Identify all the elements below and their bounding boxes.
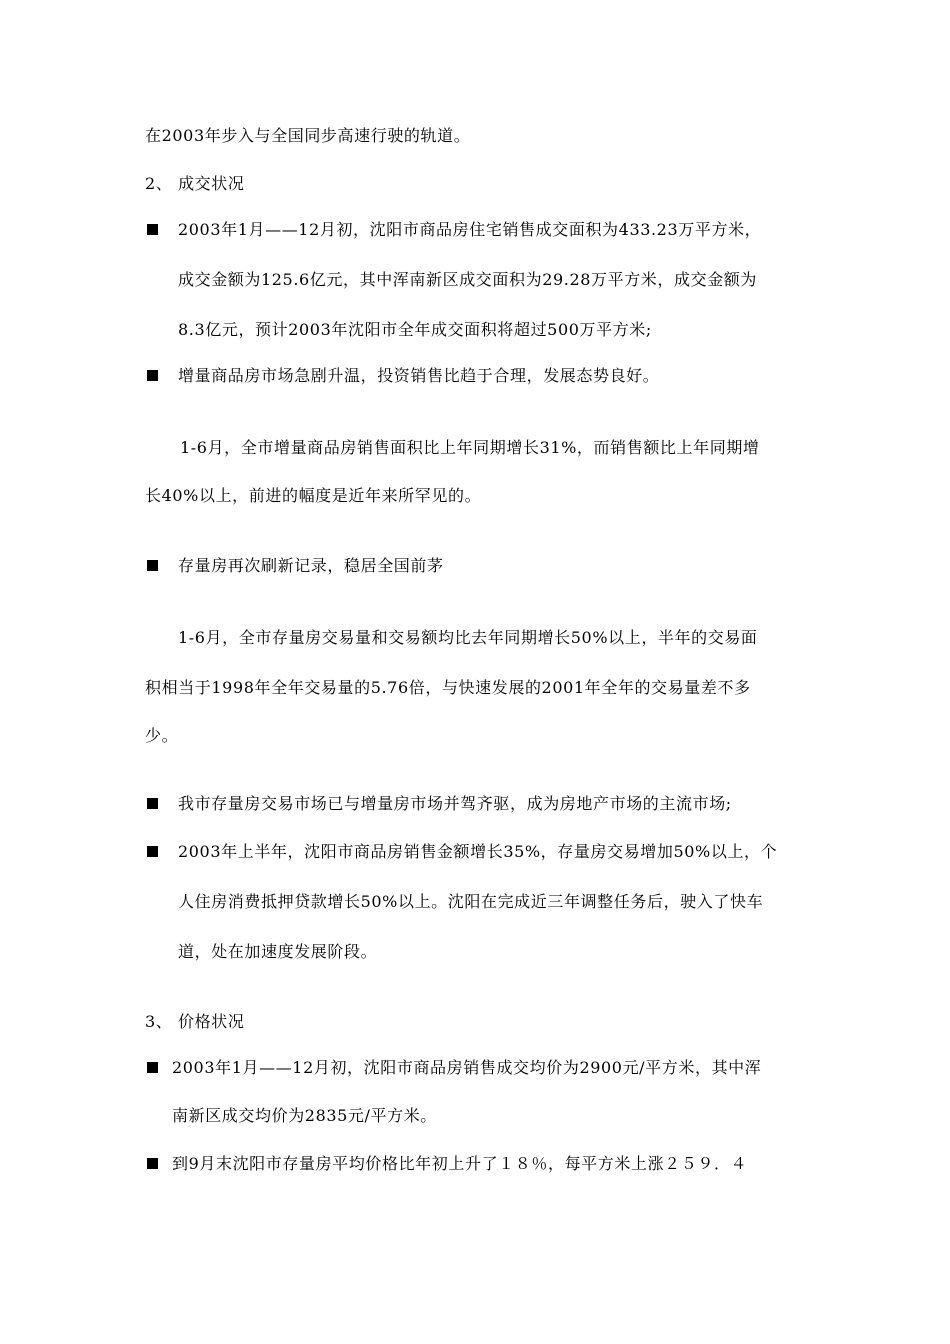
bullet-7 [147, 1158, 158, 1169]
bullet-5 [147, 846, 158, 857]
bullet-text-6-line-1: 2003年1月——12月初，沈阳市商品房销售成交均价为2900元/平方米，其中浑 [172, 1058, 762, 1077]
bullet-text-3: 存量房再次刷新记录，稳居全国前茅 [178, 556, 444, 575]
section-heading-deals: 2、 成交状况 [145, 174, 245, 193]
paragraph-incremental-line-1: 1-6月，全市增量商品房销售面积比上年同期增长31%，而销售额比上年同期增 [180, 438, 760, 457]
section-heading-prices: 3、 价格状况 [145, 1012, 245, 1031]
bullet-text-5-line-2: 人住房消费抵押贷款增长50%以上。沈阳在完成近三年调整任务后，驶入了快车 [178, 892, 764, 911]
bullet-4 [147, 798, 158, 809]
bullet-3 [147, 560, 158, 571]
bullet-text-1-line-3: 8.3亿元，预计2003年沈阳市全年成交面积将超过500万平方米; [178, 320, 652, 339]
bullet-text-5-line-1: 2003年上半年，沈阳市商品房销售金额增长35%，存量房交易增加50%以上，个 [178, 842, 778, 861]
paragraph-intro-line: 在2003年步入与全国同步高速行驶的轨道。 [145, 126, 471, 145]
bullet-text-6-line-2: 南新区成交均价为2835元/平方米。 [172, 1106, 437, 1125]
bullet-2 [147, 370, 158, 381]
paragraph-stock-line-3: 少。 [145, 726, 179, 745]
bullet-text-4: 我市存量房交易市场已与增量房市场并驾齐驱，成为房地产市场的主流市场; [178, 794, 732, 813]
paragraph-incremental-line-2: 长40%以上，前进的幅度是近年来所罕见的。 [145, 486, 482, 505]
bullet-text-1-line-1: 2003年1月——12月初，沈阳市商品房住宅销售成交面积为433.23万平方米， [178, 220, 762, 239]
bullet-text-5-line-3: 道，处在加速度发展阶段。 [178, 942, 378, 961]
bullet-6 [147, 1062, 158, 1073]
bullet-1 [147, 224, 158, 235]
paragraph-stock-line-2: 积相当于1998年全年交易量的5.76倍，与快速发展的2001年全年的交易量差不多 [145, 678, 751, 697]
bullet-text-2: 增量商品房市场急剧升温，投资销售比趋于合理，发展态势良好。 [178, 366, 660, 385]
bullet-text-1-line-2: 成交金额为125.6亿元，其中浑南新区成交面积为29.28万平方米，成交金额为 [178, 270, 758, 289]
bullet-text-7: 到9月末沈阳市存量房平均价格比年初上升了１８％，每平方米上涨２５９．４ [172, 1154, 748, 1173]
paragraph-stock-line-1: 1-6月，全市存量房交易量和交易额均比去年同期增长50%以上，半年的交易面 [178, 628, 758, 647]
